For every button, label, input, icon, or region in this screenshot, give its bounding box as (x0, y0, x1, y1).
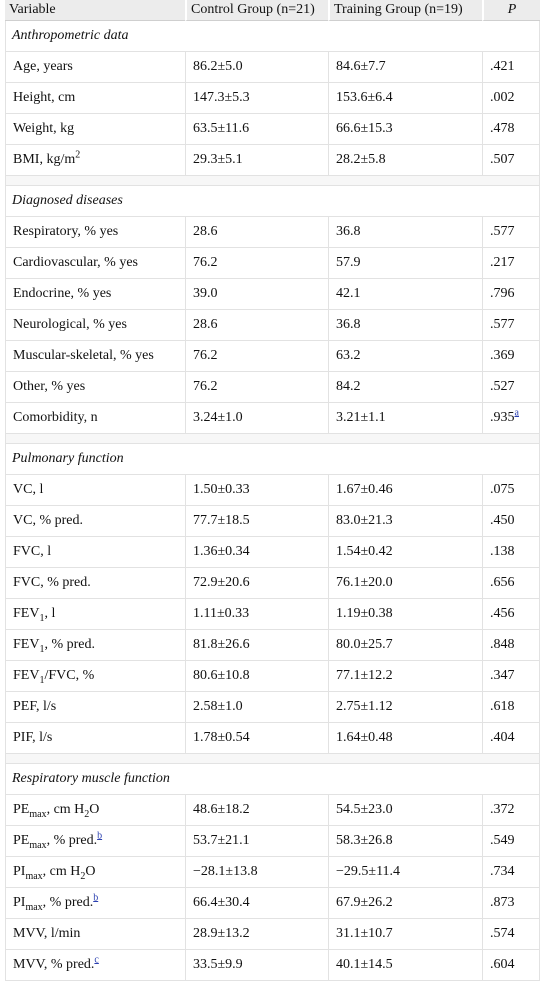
p-value (482, 506, 540, 537)
data-table (5, 0, 540, 981)
p-value-text: .577 (490, 224, 515, 239)
section-header-row (5, 186, 540, 217)
table-row (5, 950, 540, 981)
control-value: 77.7±18.5 (185, 506, 328, 537)
spacer-cell (5, 754, 540, 764)
p-value (482, 372, 540, 403)
p-value-text: .217 (490, 255, 515, 270)
variable-label: Neurological, % yes (13, 317, 127, 332)
variable-label: PI (13, 864, 26, 879)
table-row (5, 537, 540, 568)
control-value: 63.5±11.6 (185, 114, 328, 145)
section-header-row (5, 444, 540, 475)
section-header-row (5, 764, 540, 795)
training-value: 153.6±6.4 (328, 83, 482, 114)
p-value (482, 568, 540, 599)
p-value (482, 919, 540, 950)
variable-label: Comorbidity, n (13, 410, 98, 425)
table-row (5, 506, 540, 537)
control-value: 1.36±0.34 (185, 537, 328, 568)
control-value: 3.24±1.0 (185, 403, 328, 434)
p-value (482, 341, 540, 372)
variable-cell (5, 279, 185, 310)
section-title: Respiratory muscle function (5, 764, 540, 795)
p-value-text: .848 (490, 637, 515, 652)
table-row (5, 83, 540, 114)
control-value: 28.9±13.2 (185, 919, 328, 950)
control-value: 53.7±21.1 (185, 826, 328, 857)
table-body (5, 21, 540, 981)
label-subscript: max (25, 901, 43, 913)
p-value (482, 52, 540, 83)
table-row (5, 919, 540, 950)
p-value (482, 857, 540, 888)
training-value: 42.1 (328, 279, 482, 310)
table-row (5, 857, 540, 888)
header-control-group: Control Group (n=21) (185, 0, 328, 21)
table-row (5, 145, 540, 176)
training-value: 2.75±1.12 (328, 692, 482, 723)
training-value: 84.2 (328, 372, 482, 403)
p-value-text: .002 (490, 90, 515, 105)
p-value (482, 795, 540, 826)
p-value (482, 475, 540, 506)
training-value: 57.9 (328, 248, 482, 279)
training-value: 31.1±10.7 (328, 919, 482, 950)
variable-cell (5, 341, 185, 372)
variable-label: Weight, kg (13, 121, 75, 136)
table-header-row (5, 0, 540, 21)
label-subscript: 1 (39, 612, 45, 624)
p-value-text: .421 (490, 59, 515, 74)
table-row (5, 372, 540, 403)
footnote-link[interactable]: a (514, 407, 519, 419)
control-value: 76.2 (185, 248, 328, 279)
training-value: 28.2±5.8 (328, 145, 482, 176)
variable-label: FVC, % pred. (13, 575, 91, 590)
training-value: 1.64±0.48 (328, 723, 482, 754)
table-row (5, 630, 540, 661)
variable-cell (5, 537, 185, 568)
p-value (482, 145, 540, 176)
control-value: 76.2 (185, 341, 328, 372)
variable-label: Respiratory, % yes (13, 224, 119, 239)
p-value (482, 661, 540, 692)
p-value-text: .796 (490, 286, 515, 301)
variable-cell (5, 599, 185, 630)
table-row (5, 888, 540, 919)
variable-cell (5, 52, 185, 83)
p-value-text: .478 (490, 121, 515, 136)
variable-cell (5, 403, 185, 434)
variable-label: Endocrine, % yes (13, 286, 112, 301)
variable-label: Muscular-skeletal, % yes (13, 348, 154, 363)
variable-cell (5, 630, 185, 661)
p-value-text: .574 (490, 926, 515, 941)
variable-label: PEF, l/s (13, 699, 57, 714)
variable-label-rest: O (85, 864, 96, 879)
variable-label: VC, % pred. (13, 513, 83, 528)
p-value (482, 310, 540, 341)
control-value: 29.3±5.1 (185, 145, 328, 176)
table-row (5, 248, 540, 279)
p-value (482, 217, 540, 248)
control-value: 66.4±30.4 (185, 888, 328, 919)
label-subscript: max (29, 839, 47, 851)
variable-label-rest: , % pred. (44, 637, 95, 652)
label-subscript: 1 (39, 643, 45, 655)
training-value: 77.1±12.2 (328, 661, 482, 692)
training-value: 84.6±7.7 (328, 52, 482, 83)
variable-label: Cardiovascular, % yes (13, 255, 139, 270)
training-value: 3.21±1.1 (328, 403, 482, 434)
label-subscript: 2 (80, 870, 86, 882)
variable-cell (5, 950, 185, 981)
table-row (5, 52, 540, 83)
section-spacer (5, 176, 540, 186)
training-value: 1.54±0.42 (328, 537, 482, 568)
control-value: 147.3±5.3 (185, 83, 328, 114)
variable-label: FEV (13, 668, 40, 683)
table-row (5, 114, 540, 145)
variable-cell (5, 145, 185, 176)
table-row (5, 661, 540, 692)
control-value: −28.1±13.8 (185, 857, 328, 888)
variable-cell (5, 692, 185, 723)
p-value (482, 723, 540, 754)
variable-cell (5, 310, 185, 341)
label-subscript: max (29, 808, 47, 820)
spacer-cell (5, 434, 540, 444)
training-value: 40.1±14.5 (328, 950, 482, 981)
control-value: 1.78±0.54 (185, 723, 328, 754)
variable-cell (5, 919, 185, 950)
table-row (5, 217, 540, 248)
p-value (482, 248, 540, 279)
p-value-text: .527 (490, 379, 515, 394)
p-value-text: .404 (490, 730, 515, 745)
p-value (482, 114, 540, 145)
variable-cell (5, 217, 185, 248)
variable-cell (5, 661, 185, 692)
control-value: 28.6 (185, 310, 328, 341)
variable-label: MVV, % pred. (13, 957, 95, 972)
p-value-text: .369 (490, 348, 515, 363)
table-row (5, 795, 540, 826)
p-value (482, 692, 540, 723)
training-value: 58.3±26.8 (328, 826, 482, 857)
p-value-text: .347 (490, 668, 515, 683)
variable-label: Height, cm (13, 90, 76, 105)
variable-cell (5, 83, 185, 114)
section-header-row (5, 21, 540, 52)
variable-cell (5, 114, 185, 145)
control-value: 39.0 (185, 279, 328, 310)
header-training-group: Training Group (n=19) (328, 0, 482, 21)
p-value (482, 403, 540, 434)
p-value (482, 888, 540, 919)
variable-label: FEV (13, 637, 40, 652)
control-value: 81.8±26.6 (185, 630, 328, 661)
variable-cell (5, 248, 185, 279)
variable-cell (5, 475, 185, 506)
variable-label: MVV, l/min (13, 926, 81, 941)
section-spacer (5, 434, 540, 444)
variable-label: Age, years (13, 59, 73, 74)
header-variable: Variable (5, 0, 185, 21)
footnote-link[interactable]: b (97, 830, 103, 842)
table-row (5, 692, 540, 723)
variable-label: FVC, l (13, 544, 52, 559)
variable-label: PIF, l/s (13, 730, 53, 745)
spacer-cell (5, 176, 540, 186)
p-value-text: .075 (490, 482, 515, 497)
variable-label-rest: O (89, 802, 100, 817)
variable-cell (5, 723, 185, 754)
control-value: 80.6±10.8 (185, 661, 328, 692)
table-row (5, 310, 540, 341)
variable-cell (5, 888, 185, 919)
p-value-text: .372 (490, 802, 515, 817)
training-value: 83.0±21.3 (328, 506, 482, 537)
p-value (482, 599, 540, 630)
training-value: 80.0±25.7 (328, 630, 482, 661)
control-value: 86.2±5.0 (185, 52, 328, 83)
variable-label-rest: , % pred. (42, 895, 94, 910)
table-row (5, 279, 540, 310)
p-value (482, 537, 540, 568)
training-value: 67.9±26.2 (328, 888, 482, 919)
p-value (482, 279, 540, 310)
p-value-text: .549 (490, 833, 515, 848)
control-value: 28.6 (185, 217, 328, 248)
control-value: 2.58±1.0 (185, 692, 328, 723)
section-title: Pulmonary function (5, 444, 540, 475)
variable-label: Other, % yes (13, 379, 86, 394)
section-spacer (5, 754, 540, 764)
p-value (482, 826, 540, 857)
control-value: 76.2 (185, 372, 328, 403)
label-subscript: max (25, 870, 43, 882)
p-value-text: .873 (490, 895, 515, 910)
training-value: 76.1±20.0 (328, 568, 482, 599)
variable-label-rest: /FVC, % (44, 668, 95, 683)
training-value: 66.6±15.3 (328, 114, 482, 145)
variable-label: FEV (13, 606, 40, 621)
variable-cell (5, 568, 185, 599)
table-row (5, 723, 540, 754)
table-row (5, 599, 540, 630)
p-value-text: .138 (490, 544, 515, 559)
p-value (482, 950, 540, 981)
training-value: −29.5±11.4 (328, 857, 482, 888)
p-value-text: .507 (490, 152, 515, 167)
variable-label-rest: , l (44, 606, 56, 621)
variable-label-rest: , cm H (42, 864, 81, 879)
control-value: 1.50±0.33 (185, 475, 328, 506)
variable-cell (5, 506, 185, 537)
training-value: 36.8 (328, 310, 482, 341)
variable-label: PE (13, 833, 30, 848)
label-subscript: 2 (84, 808, 90, 820)
footnote-link[interactable]: b (93, 892, 99, 904)
training-value: 63.2 (328, 341, 482, 372)
variable-label-rest: , cm H (46, 802, 85, 817)
p-value-text: .456 (490, 606, 515, 621)
label-superscript: 2 (75, 149, 81, 161)
p-value-text: .656 (490, 575, 515, 590)
training-value: 54.5±23.0 (328, 795, 482, 826)
table-row (5, 475, 540, 506)
variable-cell (5, 826, 185, 857)
variable-cell (5, 857, 185, 888)
label-subscript: 1 (39, 674, 45, 686)
variable-label: PE (13, 802, 30, 817)
training-value: 36.8 (328, 217, 482, 248)
control-value: 72.9±20.6 (185, 568, 328, 599)
variable-label-rest: , % pred. (46, 833, 98, 848)
table-row (5, 403, 540, 434)
p-value-text: .734 (490, 864, 515, 879)
control-value: 1.11±0.33 (185, 599, 328, 630)
section-title: Diagnosed diseases (5, 186, 540, 217)
table-row (5, 826, 540, 857)
header-p-value: P (482, 0, 540, 21)
footnote-link[interactable]: c (94, 954, 99, 966)
variable-cell (5, 372, 185, 403)
p-value-text: .604 (490, 957, 515, 972)
p-value-text: .450 (490, 513, 515, 528)
table-row (5, 568, 540, 599)
p-value-text: .618 (490, 699, 515, 714)
control-value: 33.5±9.9 (185, 950, 328, 981)
variable-label: VC, l (13, 482, 44, 497)
p-value (482, 83, 540, 114)
p-value-text: .577 (490, 317, 515, 332)
training-value: 1.19±0.38 (328, 599, 482, 630)
p-value-text: .935 (490, 410, 515, 425)
control-value: 48.6±18.2 (185, 795, 328, 826)
variable-cell (5, 795, 185, 826)
variable-label: BMI, kg/m (13, 152, 76, 167)
variable-label: PI (13, 895, 26, 910)
table-row (5, 341, 540, 372)
section-title: Anthropometric data (5, 21, 540, 52)
p-value (482, 630, 540, 661)
training-value: 1.67±0.46 (328, 475, 482, 506)
